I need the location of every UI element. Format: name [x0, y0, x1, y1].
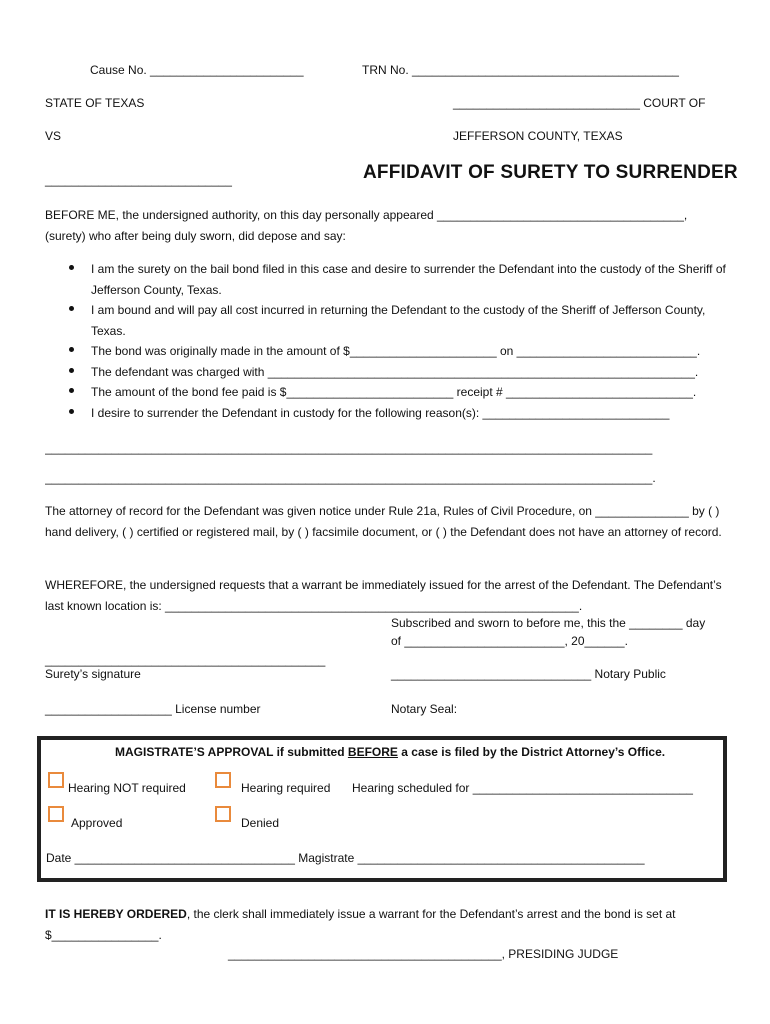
statement-item: I desire to surrender the Defendant in custody for the following reason(s): ____________________________: [45, 403, 727, 424]
approved-checkbox[interactable]: [48, 806, 64, 822]
statement-item: The amount of the bond fee paid is $_________________________ receipt # ____________________________.: [45, 382, 727, 403]
intro-paragraph: BEFORE ME, the undersigned authority, on this day personally appeared _____________________________________, (surety) who after being duly sworn, did depose and say:: [45, 208, 688, 243]
subscribed-line-2: of ________________________, 20______.: [391, 634, 628, 648]
before-emphasis: BEFORE: [347, 745, 398, 759]
statement-item: I am bound and will pay all cost incurred in returning the Defendant to the custody of the Sheriff of Jefferson County, Texas.: [45, 300, 727, 341]
defendant-name-field[interactable]: ____________________________: [45, 173, 232, 187]
hearing-required-label: Hearing required: [241, 781, 331, 795]
statement-list: [45, 259, 727, 423]
subscribed-line-1: Subscribed and sworn to before me, this the ________ day: [391, 616, 706, 630]
license-number-field[interactable]: ___________________ License number: [45, 702, 261, 716]
hearing-not-required-label: Hearing NOT required: [68, 781, 186, 795]
reason-line[interactable]: ___________________________________________________________________________________________: [45, 441, 653, 455]
surety-signature-line[interactable]: __________________________________________: [45, 653, 326, 667]
court-field[interactable]: ____________________________ COURT OF: [453, 96, 706, 110]
date-magistrate-line[interactable]: Date _________________________________ Magistrate ___________________________________________: [46, 851, 645, 865]
approved-label: Approved: [71, 816, 123, 830]
cause-number-field[interactable]: Cause No. _______________________: [90, 63, 304, 77]
vs-label: VS: [45, 129, 62, 143]
document-title: AFFIDAVIT OF SURETY TO SURRENDER: [363, 162, 738, 183]
statement-item: I am the surety on the bail bond filed in this case and desire to surrender the Defendant into the custody of the Sheriff of Jefferson County, Texas.: [45, 259, 727, 300]
order-emphasis: IT IS HEREBY ORDERED: [45, 907, 187, 921]
notary-seal-label: Notary Seal:: [391, 702, 458, 716]
trn-number-field[interactable]: TRN No. ________________________________________: [362, 63, 679, 77]
magistrate-approval-box: [37, 736, 727, 882]
county-label: JEFFERSON COUNTY, TEXAS: [453, 129, 623, 143]
hearing-scheduled-field[interactable]: Hearing scheduled for _________________________________: [352, 781, 693, 795]
state-label: STATE OF TEXAS: [45, 96, 145, 110]
notary-public-line[interactable]: ______________________________ Notary Public: [391, 667, 666, 681]
bond-amount-field[interactable]: $________________.: [45, 928, 162, 942]
attorney-notice-paragraph: The attorney of record for the Defendant was given notice under Rule 21a, Rules of Civil Procedure, on ______________ by ( ) hand delivery, ( ) certified or registered mail, by ( ) facsimile document, or ( ) the Defendant does not have an attorney of record.: [45, 504, 722, 539]
surety-signature-label: Surety’s signature: [45, 667, 141, 681]
reason-line[interactable]: ___________________________________________________________________________________________.: [45, 471, 656, 485]
hearing-required-checkbox[interactable]: [215, 772, 231, 788]
magistrate-heading: MAGISTRATE’S APPROVAL if submitted BEFORE a case is filed by the District Attorney’s Office.: [115, 745, 666, 759]
denied-checkbox[interactable]: [215, 806, 231, 822]
hearing-not-required-checkbox[interactable]: [48, 772, 64, 788]
statement-item: The defendant was charged with ________________________________________________________________.: [45, 362, 727, 383]
wherefore-paragraph: WHEREFORE, the undersigned requests that a warrant be immediately issued for the arrest of the Defendant. The Defendant’s last known location is: ______________________________________________________________.: [45, 578, 722, 613]
presiding-judge-line[interactable]: _________________________________________, PRESIDING JUDGE: [228, 947, 619, 961]
denied-label: Denied: [241, 816, 280, 830]
statement-item: The bond was originally made in the amount of $______________________ on ___________________________.: [45, 341, 727, 362]
order-text: IT IS HEREBY ORDERED, the clerk shall immediately issue a warrant for the Defendant’s arrest and the bond is set at: [45, 907, 676, 921]
